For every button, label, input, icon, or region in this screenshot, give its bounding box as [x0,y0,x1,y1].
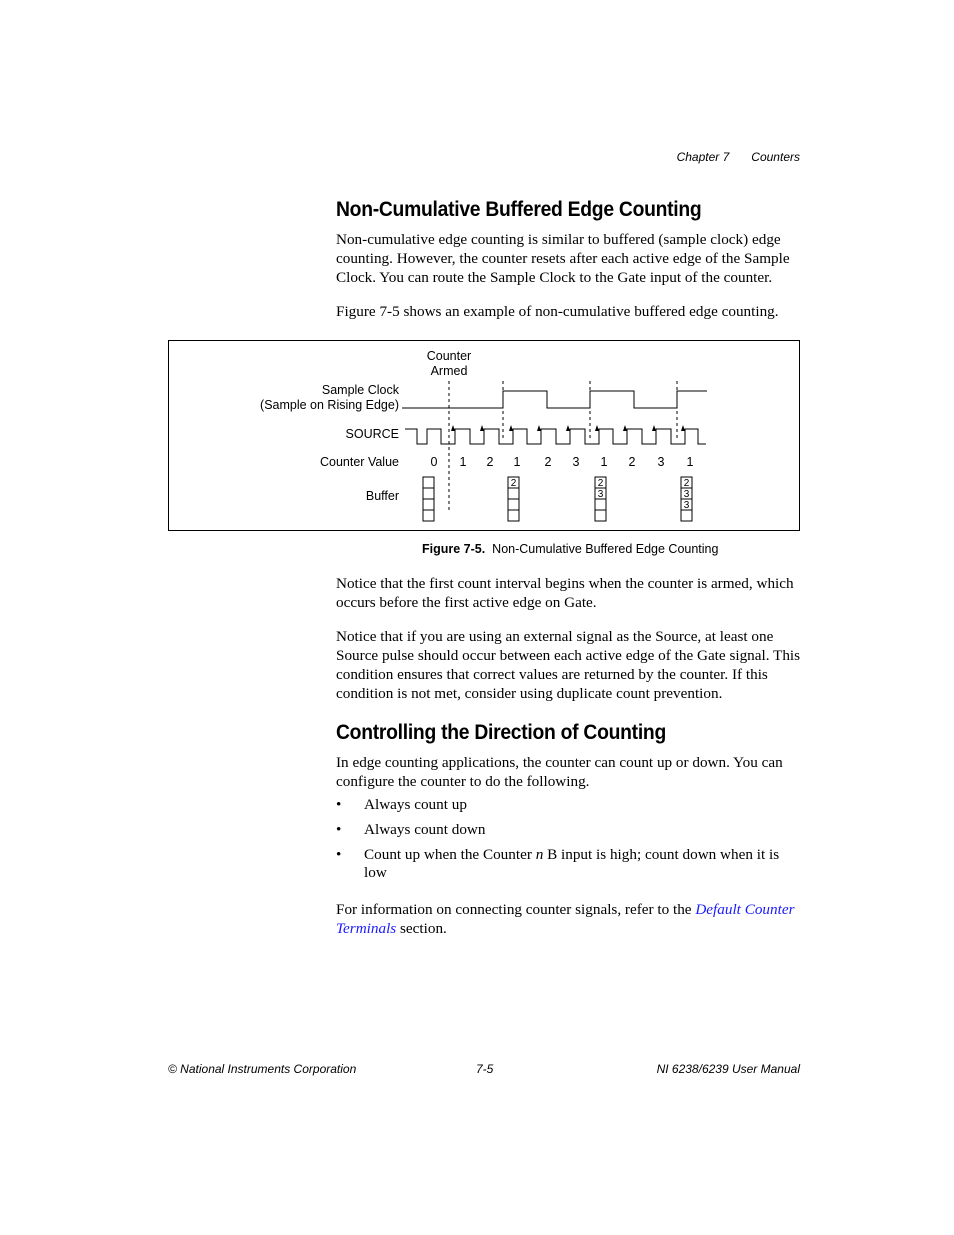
list-item-italic: n [535,846,544,863]
edge-arrow [623,425,627,431]
buffer-2-value: 3 [597,489,604,500]
counter-armed-label-1: Counter [426,349,472,363]
list-item-text: Count up when the Counter [364,846,536,863]
paragraph-intro: Non-cumulative edge counting is similar to buffered (sample clock) edge counting. However, the counter resets after each active edge of the Sample Clock. You can route the Sample Clock to the Gate input of the counter. [336,231,790,286]
list-item [336,846,802,882]
direction-options-list [336,796,802,889]
reference-text: For information on connecting counter signals, refer to the [336,901,696,918]
buffer-1-value: 2 [510,478,517,489]
counter-value: 2 [628,455,636,469]
running-head [0,150,800,164]
paragraph-reference [336,900,802,938]
figure-caption [422,542,718,556]
counter-value: 3 [657,455,665,469]
bullet-dot: • [336,846,342,863]
edge-arrow [681,425,685,431]
paragraph-first-interval: Notice that the first count interval begins when the counter is armed, which occurs before the first active edge on Gate. [336,575,794,611]
edge-arrow [537,425,541,431]
bullet-dot: • [336,821,342,838]
section-heading-non-cumulative: Non-Cumulative Buffered Edge Counting [336,198,702,221]
edge-arrow [566,425,570,431]
bullet-dot: • [336,796,342,813]
footer-page-number: 7-5 [476,1062,494,1076]
counter-value: 1 [459,455,467,469]
sample-clock-waveform [402,391,707,408]
counter-value: 1 [513,455,521,469]
buffer-label: Buffer [365,489,399,503]
edge-arrow [652,425,656,431]
list-item-text: Always count down [364,821,486,838]
buffer-3-value: 3 [683,500,690,511]
buffer-0 [423,477,434,521]
paragraph-figure-ref: Figure 7-5 shows an example of non-cumulative buffered edge counting. [336,303,779,320]
edge-arrow [595,425,599,431]
sample-clock-label-1: Sample Clock [321,383,399,397]
counter-value: 0 [430,455,438,469]
default-counter-terminals-link[interactable]: Default Counter Terminals [336,901,795,937]
list-item-text: Always count up [364,796,467,813]
source-waveform [405,429,706,444]
list-item [336,796,802,814]
counter-value: 1 [600,455,608,469]
counter-armed-label-2: Armed [430,364,468,378]
counter-value: 2 [544,455,552,469]
sample-clock-label-2: (Sample on Rising Edge) [260,398,399,412]
rising-edge-arrows [451,425,685,431]
edge-arrow [451,425,455,431]
edge-arrow [480,425,484,431]
figure-7-5 [168,340,800,531]
timing-diagram [169,341,799,530]
buffer-3-value: 3 [683,489,690,500]
reference-text-end: section. [396,920,447,937]
chapter-label: Chapter 7 [676,150,730,164]
section-heading-direction: Controlling the Direction of Counting [336,721,666,744]
source-label: SOURCE [345,427,399,441]
list-item [336,821,802,839]
figure-caption-label: Figure 7-5. [422,542,486,556]
edge-arrow [509,425,513,431]
section-label: Counters [751,150,800,164]
counter-value: 2 [486,455,494,469]
counter-value-label: Counter Value [320,455,399,469]
buffer-2-value: 2 [597,478,604,489]
footer-copyright: © National Instruments Corporation [168,1062,357,1076]
buffer-3-value: 2 [683,478,690,489]
paragraph-direction-intro: In edge counting applications, the counter can count up or down. You can configure the counter to do the following. [336,754,783,790]
figure-caption-text: Non-Cumulative Buffered Edge Counting [492,542,719,556]
counter-value: 3 [572,455,580,469]
paragraph-source-pulse: Notice that if you are using an external signal as the Source, at least one Source pulse should occur between each active edge of the Gate signal. This condition ensures that correct values are returned by the counter. If this condition is not met, consider using duplicate count prevention. [336,628,801,702]
counter-value: 1 [686,455,694,469]
footer-manual-title: NI 6238/6239 User Manual [656,1062,800,1076]
list-item-text: B input is high; count down when it is low [364,846,780,881]
